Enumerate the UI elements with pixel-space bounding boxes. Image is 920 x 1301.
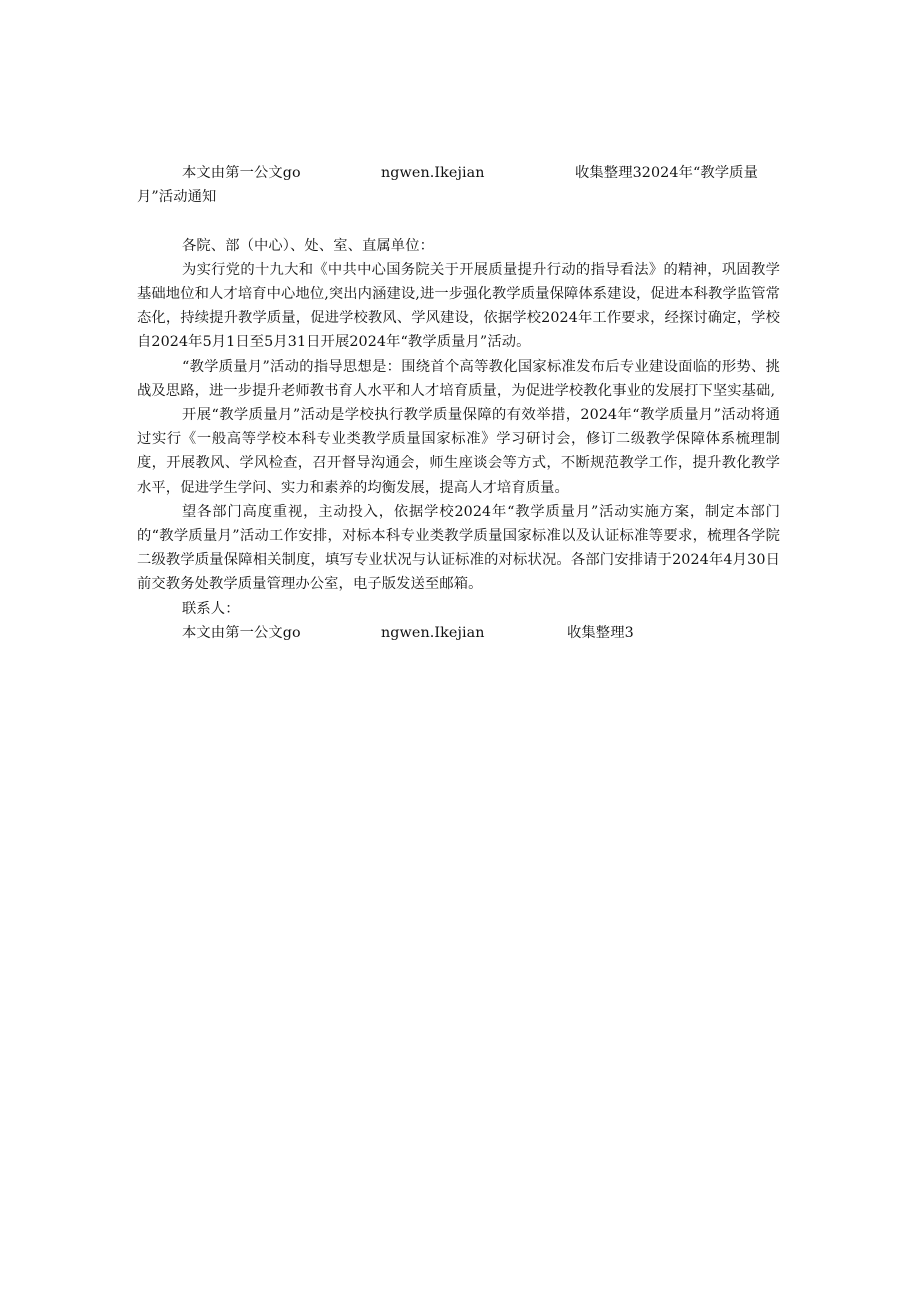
document-footer [137,621,780,645]
header-part-2: ngwen.Ikejian [381,165,485,181]
paragraph-4: 望各部门高度重视，主动投入，依据学校2024年“教学质量月”活动实施方案，制定本部门的“教学质量月”活动工作安排，对标本科专业类教学质量国家标准以及认证标准等要求，梳理各学院二级教学质量保障相关制度，填写专业状况与认证标准的对标状况。各部门安排请于2024年4月30日前交教务处教学质量管理办公室，电子版发送至邮箱。 [137,503,780,593]
document-header [137,161,780,185]
paragraph-1: 为实行党的十九大和《中共中心国务院关于开展质量提升行动的指导看法》的精神，巩固教学基础地位和人才培育中心地位,突出内涵建设,进一步强化教学质量保障体系建设，促进本科教学监管常态化，持续提升教学质量，促进学校教风、学风建设，依据学校2024年工作要求，经探讨确定，学校自2024年5月1日至5月31日开展2024年“教学质量月”活动。 [137,261,780,351]
blank-line [137,209,780,233]
salutation: 各院、部（中心）、处、室、直属单位： [182,237,434,254]
document-body [137,161,780,645]
header-part-3: 收集整理32024年“教学质量 [575,165,758,181]
footer-part-2: ngwen.Ikejian [381,624,485,641]
header-continuation: 月”活动通知 [137,189,217,206]
paragraph-3: 开展“教学质量月”活动是学校执行教学质量保障的有效举措，2024年“教学质量月”活动将通过实行《一般高等学校本科专业类教学质量国家标准》学习研讨会，修订二级教学保障体系梳理制度，开展教风、学风检查，召开督导沟通会，师生座谈会等方式，不断规范教学工作，提升教化教学水平，促进学生学问、实力和素养的均衡发展，提高人才培育质量。 [137,407,780,496]
footer-part-1: 本文由第一公文go [182,624,301,641]
paragraph-2: “教学质量月”活动的指导思想是：围绕首个高等教化国家标准发布后专业建设面临的形势、挑战及思路，进一步提升老师教书育人水平和人才培育质量，为促进学校教化事业的发展打下坚实基础, [137,358,780,399]
footer-part-3: 收集整理3 [567,624,634,641]
header-part-1: 本文由第一公文go [182,165,301,181]
contact-label: 联系人： [182,600,240,617]
